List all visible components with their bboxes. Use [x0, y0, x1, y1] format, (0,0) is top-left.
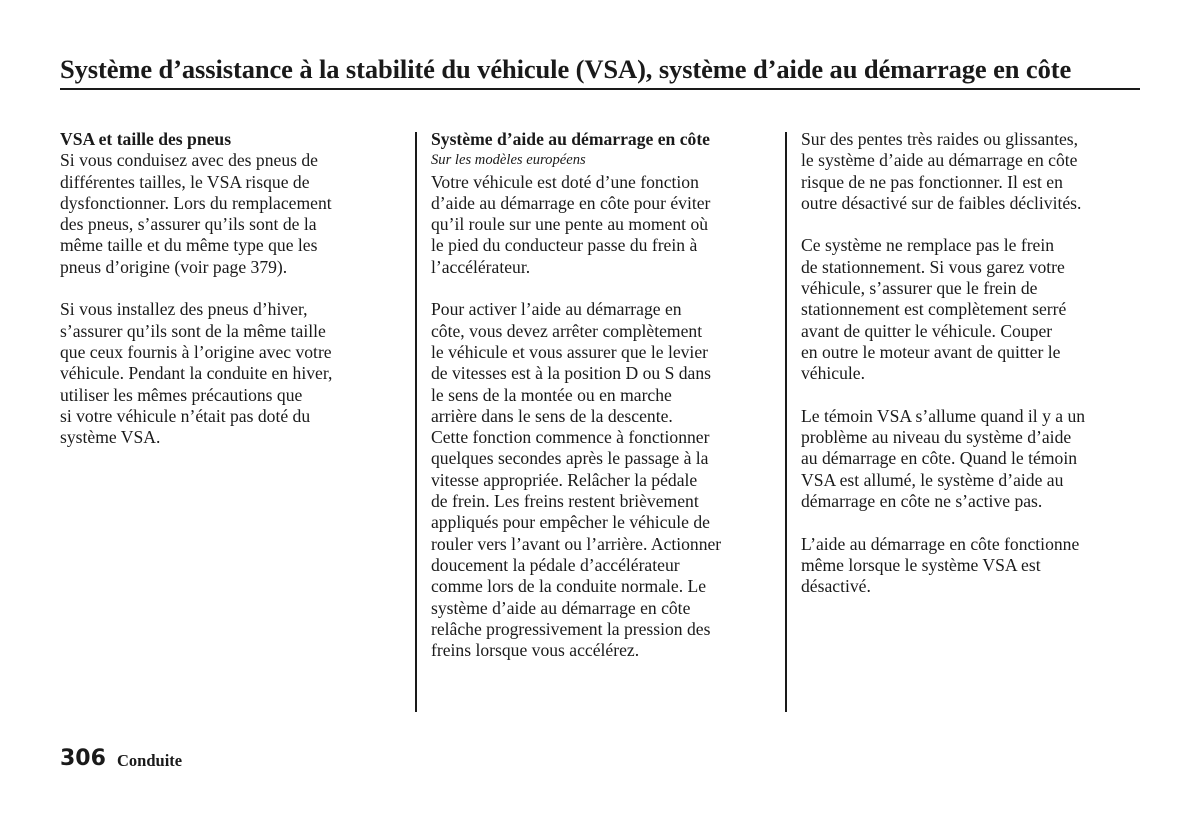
text-line: véhicule, s’assurer que le frein de: [801, 278, 1038, 299]
text-line: en outre le moteur avant de quitter le: [801, 341, 1061, 362]
text-line: s’assurer qu’ils sont de la même taille: [60, 320, 326, 341]
text-line: arrière dans le sens de la descente.: [431, 405, 673, 426]
column-3: [801, 129, 1085, 619]
text-line: d’aide au démarrage en côte pour éviter: [431, 192, 711, 213]
text-line: Le témoin VSA s’allume quand il y a un: [801, 405, 1086, 426]
text-line: rouler vers l’avant ou l’arrière. Actionner: [431, 533, 722, 554]
paragraph: [801, 129, 1085, 214]
text-line: L’aide au démarrage en côte fonctionne: [801, 533, 1080, 554]
text-line: Pour activer l’aide au démarrage en: [431, 299, 682, 320]
text-line: outre désactivé sur de faibles déclivités.: [801, 192, 1082, 213]
text-line: au démarrage en côte. Quand le témoin: [801, 448, 1078, 469]
text-line: comme lors de la conduite normale. Le: [431, 576, 707, 597]
text-line: même taille et du même type que les: [60, 235, 318, 256]
paragraph: [801, 235, 1085, 384]
text-line: système d’aide au démarrage en côte: [431, 597, 691, 618]
text-line: stationnement est complètement serré: [801, 299, 1067, 320]
text-line: quelques secondes après le passage à la: [431, 448, 709, 469]
text-line: le sens de la montée ou en marche: [431, 384, 672, 405]
text-line: de stationnement. Si vous garez votre: [801, 256, 1065, 277]
text-line: Si vous installez des pneus d’hiver,: [60, 299, 308, 320]
text-line: si votre véhicule n’était pas doté du: [60, 405, 311, 426]
column-divider-2: [785, 132, 787, 712]
text-line: démarrage en côte ne s’active pas.: [801, 491, 1043, 512]
text-line: appliqués pour empêcher le véhicule de: [431, 512, 710, 533]
text-line: de vitesses est à la position D ou S dans: [431, 363, 712, 384]
text-line: côte, vous devez arrêter complètement: [431, 320, 703, 341]
text-line: freins lorsque vous accélérez.: [431, 640, 640, 661]
text-line: des pneus, s’assurer qu’ils sont de la: [60, 214, 317, 235]
text-line: le véhicule et vous assurer que le levier: [431, 341, 708, 362]
text-line: différentes tailles, le VSA risque de: [60, 171, 310, 192]
text-line: qu’il roule sur une pente au moment où: [431, 214, 709, 235]
text-line: relâche progressivement la pression des: [431, 618, 711, 639]
text-line: risque de ne pas fonctionner. Il est en: [801, 171, 1063, 192]
text-line: de frein. Les freins restent brièvement: [431, 491, 699, 512]
text-line: VSA est allumé, le système d’aide au: [801, 469, 1064, 490]
section-name: Conduite: [117, 751, 183, 770]
paragraph: [60, 299, 332, 448]
text-line: même lorsque le système VSA est: [801, 554, 1041, 575]
paragraph: [801, 406, 1085, 512]
text-line: le pied du conducteur passe du frein à: [431, 235, 698, 256]
text-line: Votre véhicule est doté d’une fonction: [431, 171, 699, 192]
column-divider-1: [415, 132, 417, 712]
text-line: dysfonctionner. Lors du remplacement: [60, 192, 332, 213]
text-line: Si vous conduisez avec des pneus de: [60, 150, 318, 171]
paragraph: [60, 150, 332, 278]
paragraph: [431, 299, 721, 661]
paragraph: [801, 534, 1085, 598]
text-line: utiliser les mêmes précautions que: [60, 384, 303, 405]
page-number: 306: [60, 746, 106, 771]
text-line: Sur des pentes très raides ou glissantes,: [801, 129, 1079, 149]
text-line: avant de quitter le véhicule. Couper: [801, 320, 1053, 341]
column-1: [60, 129, 332, 470]
text-line: que ceux fournis à l’origine avec votre: [60, 341, 332, 362]
paragraph: [431, 172, 721, 278]
text-line: véhicule. Pendant la conduite en hiver,: [60, 363, 333, 384]
text-line: vitesse appropriée. Relâcher la pédale: [431, 469, 698, 490]
section-heading: Système d’aide au démarrage en côte: [431, 129, 710, 149]
text-line: véhicule.: [801, 363, 865, 384]
section-heading: VSA et taille des pneus: [60, 129, 232, 149]
text-line: l’accélérateur.: [431, 256, 531, 277]
column-2: [431, 129, 721, 683]
section-subheading: Sur les modèles européens: [431, 152, 586, 169]
text-line: le système d’aide au démarrage en côte: [801, 150, 1078, 171]
text-line: Cette fonction commence à fonctionner: [431, 427, 710, 448]
text-line: système VSA.: [60, 427, 161, 448]
text-line: problème au niveau du système d’aide: [801, 427, 1072, 448]
page-title: Système d’assistance à la stabilité du véhicule (VSA), système d’aide au démarrage en côte: [60, 54, 1072, 84]
text-line: doucement la pédale d’accélérateur: [431, 554, 680, 575]
text-line: pneus d’origine (voir page 379).: [60, 256, 288, 277]
text-line: Ce système ne remplace pas le frein: [801, 235, 1055, 256]
text-line: désactivé.: [801, 576, 871, 597]
title-rule: [60, 88, 1140, 90]
